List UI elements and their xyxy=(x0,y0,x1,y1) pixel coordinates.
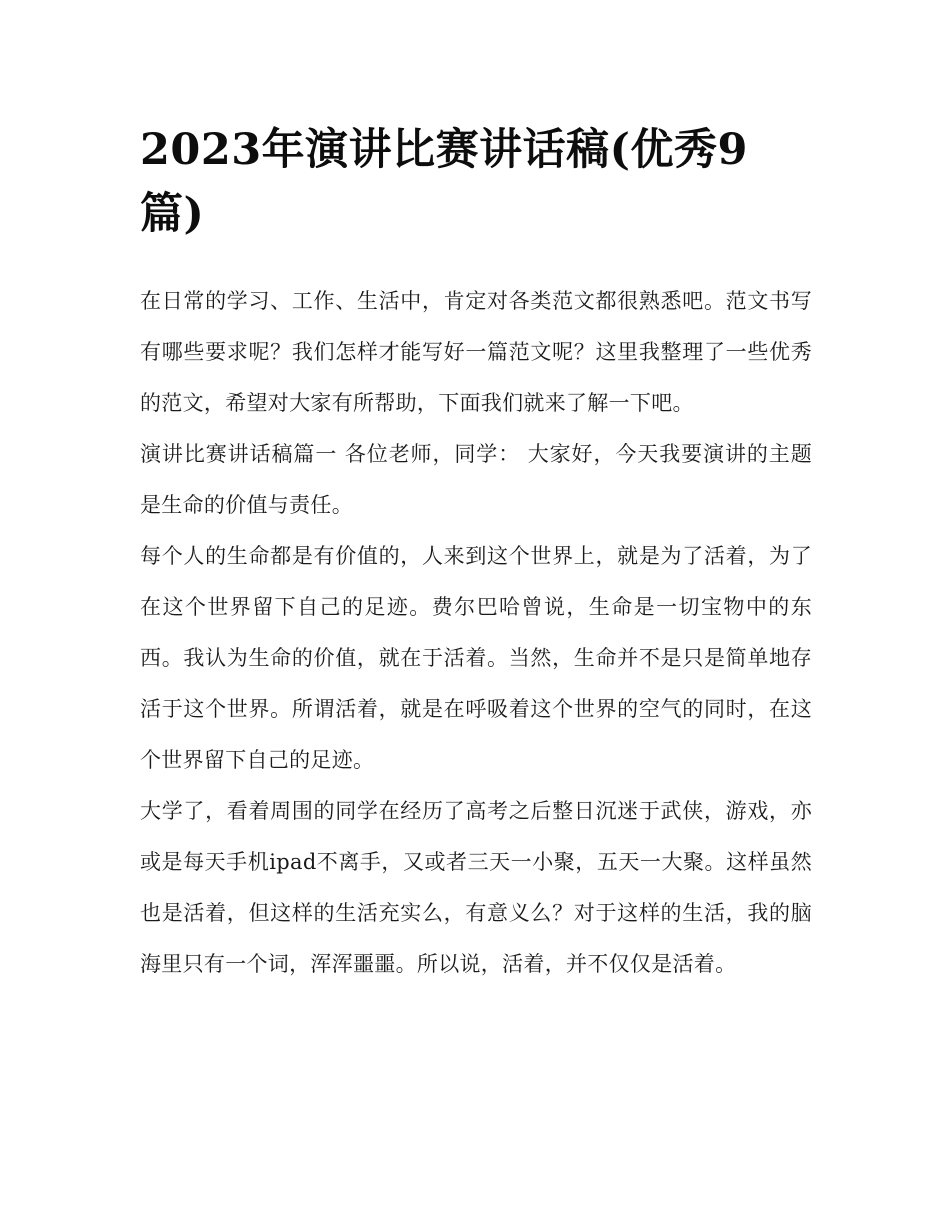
document-body xyxy=(140,118,812,990)
paragraph-intro: 在日常的学习、工作、生活中，肯定对各类范文都很熟悉吧。范文书写有哪些要求呢？我们怎样才能写好一篇范文呢？这里我整理了一些优秀的范文，希望对大家有所帮助，下面我们就来了解一下吧。 xyxy=(140,289,812,415)
paragraph-university-life: 大学了，看着周围的同学在经历了高考之后整日沉迷于武侠，游戏，亦或是每天手机ipad不离手，又或者三天一小聚，五天一大聚。这样虽然也是活着，但这样的生活充实么，有意义么？对于这样的生活，我的脑海里只有一个词，浑浑噩噩。所以说，活着，并不仅仅是活着。 xyxy=(140,799,812,976)
paragraph-life-value: 每个人的生命都是有价值的，人来到这个世界上，就是为了活着，为了在这个世界留下自己的足迹。费尔巴哈曾说，生命是一切宝物中的东西。我认为生命的价值，就在于活着。当然，生命并不是只是简单地存活于这个世界。所谓活着，就是在呼吸着这个世界的空气的同时，在这个世界留下自己的足迹。 xyxy=(140,544,812,772)
document-title: 2023年演讲比赛讲话稿(优秀9篇) xyxy=(140,125,748,239)
paragraph-list xyxy=(140,276,812,990)
paragraph-greeting: 演讲比赛讲话稿篇一 各位老师，同学： 大家好，今天我要演讲的主题是生命的价值与责任。 xyxy=(140,442,812,517)
